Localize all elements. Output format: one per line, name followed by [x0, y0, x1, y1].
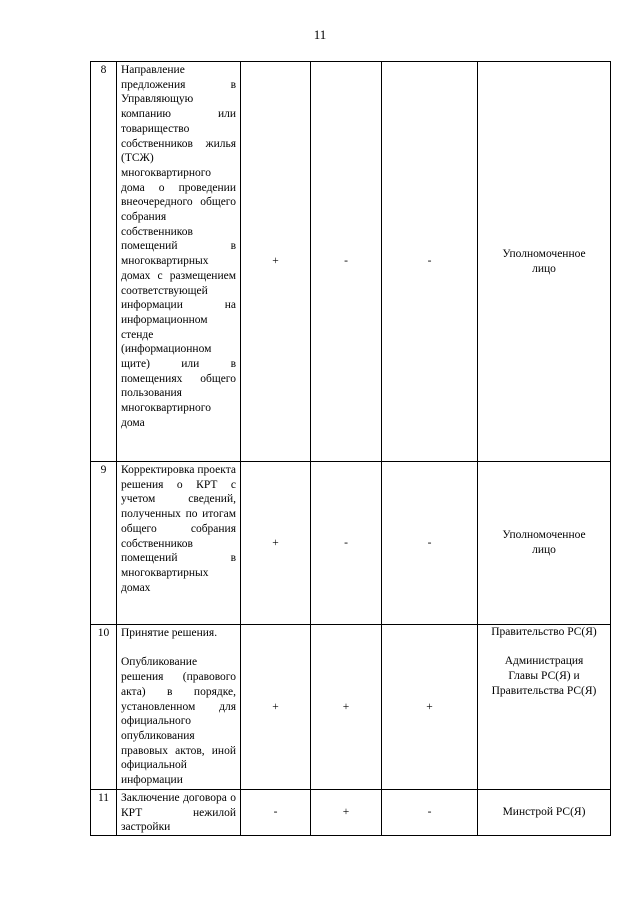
mark-cell: + [241, 625, 311, 790]
step-description [117, 625, 241, 790]
responsible-text: лицо [532, 262, 556, 275]
mark-cell: - [382, 790, 478, 836]
responsible-text: Уполномоченное [502, 247, 586, 260]
table-row [91, 625, 611, 790]
responsible-text: Правительство РС(Я) [491, 626, 597, 638]
row-number: 10 [91, 625, 117, 790]
responsible-cell [478, 462, 611, 625]
table-row [91, 462, 611, 625]
responsible-text: Минстрой РС(Я) [502, 806, 586, 819]
mark-cell: + [241, 462, 311, 625]
responsible-text: Уполномоченное [502, 529, 586, 542]
procedure-table [90, 61, 611, 836]
description-text: Опубликование решения (правового акта) в порядке, установленном для официального опубликования правовых актов, иной официальной информации [121, 656, 236, 787]
row-number: 11 [91, 790, 117, 836]
table-row [91, 62, 611, 462]
mark-cell: - [241, 790, 311, 836]
description-text: Заключение договора о КРТ нежилой застройки [121, 792, 236, 834]
responsible-cell [478, 625, 611, 790]
step-description [117, 62, 241, 462]
row-number: 9 [91, 462, 117, 625]
mark-cell: + [241, 62, 311, 462]
mark-cell: - [382, 62, 478, 462]
responsible-cell [478, 790, 611, 836]
mark-cell: - [311, 62, 382, 462]
mark-cell: - [382, 462, 478, 625]
step-description [117, 790, 241, 836]
mark-cell: + [311, 625, 382, 790]
responsible-text: Администрация Главы РС(Я) и Правительства РС(Я) [491, 655, 597, 697]
description-text: Принятие решения. [121, 627, 218, 639]
responsible-text: лицо [532, 544, 556, 556]
mark-cell: + [311, 790, 382, 836]
mark-cell: - [311, 462, 382, 625]
description-text: Направление предложения в Управляющую компанию или товарищество собственников жилья (ТСЖ) многоквартирного дома о проведении внеочередного общего собрания собственников помещений в многоквартирных домах с размещением соответствующей информации на информационном стенде (информационном щите) или в помещениях общего пользования многоквартирного дома [121, 64, 236, 429]
table-row [91, 790, 611, 836]
mark-cell: + [382, 625, 478, 790]
description-text: Корректировка проекта решения о КРТ с учетом сведений, полученных по итогам общего собрания собственников помещений в многоквартирных домах [121, 464, 236, 594]
step-description [117, 462, 241, 625]
page-number: 11 [313, 27, 327, 42]
responsible-cell [478, 62, 611, 462]
row-number: 8 [91, 62, 117, 462]
